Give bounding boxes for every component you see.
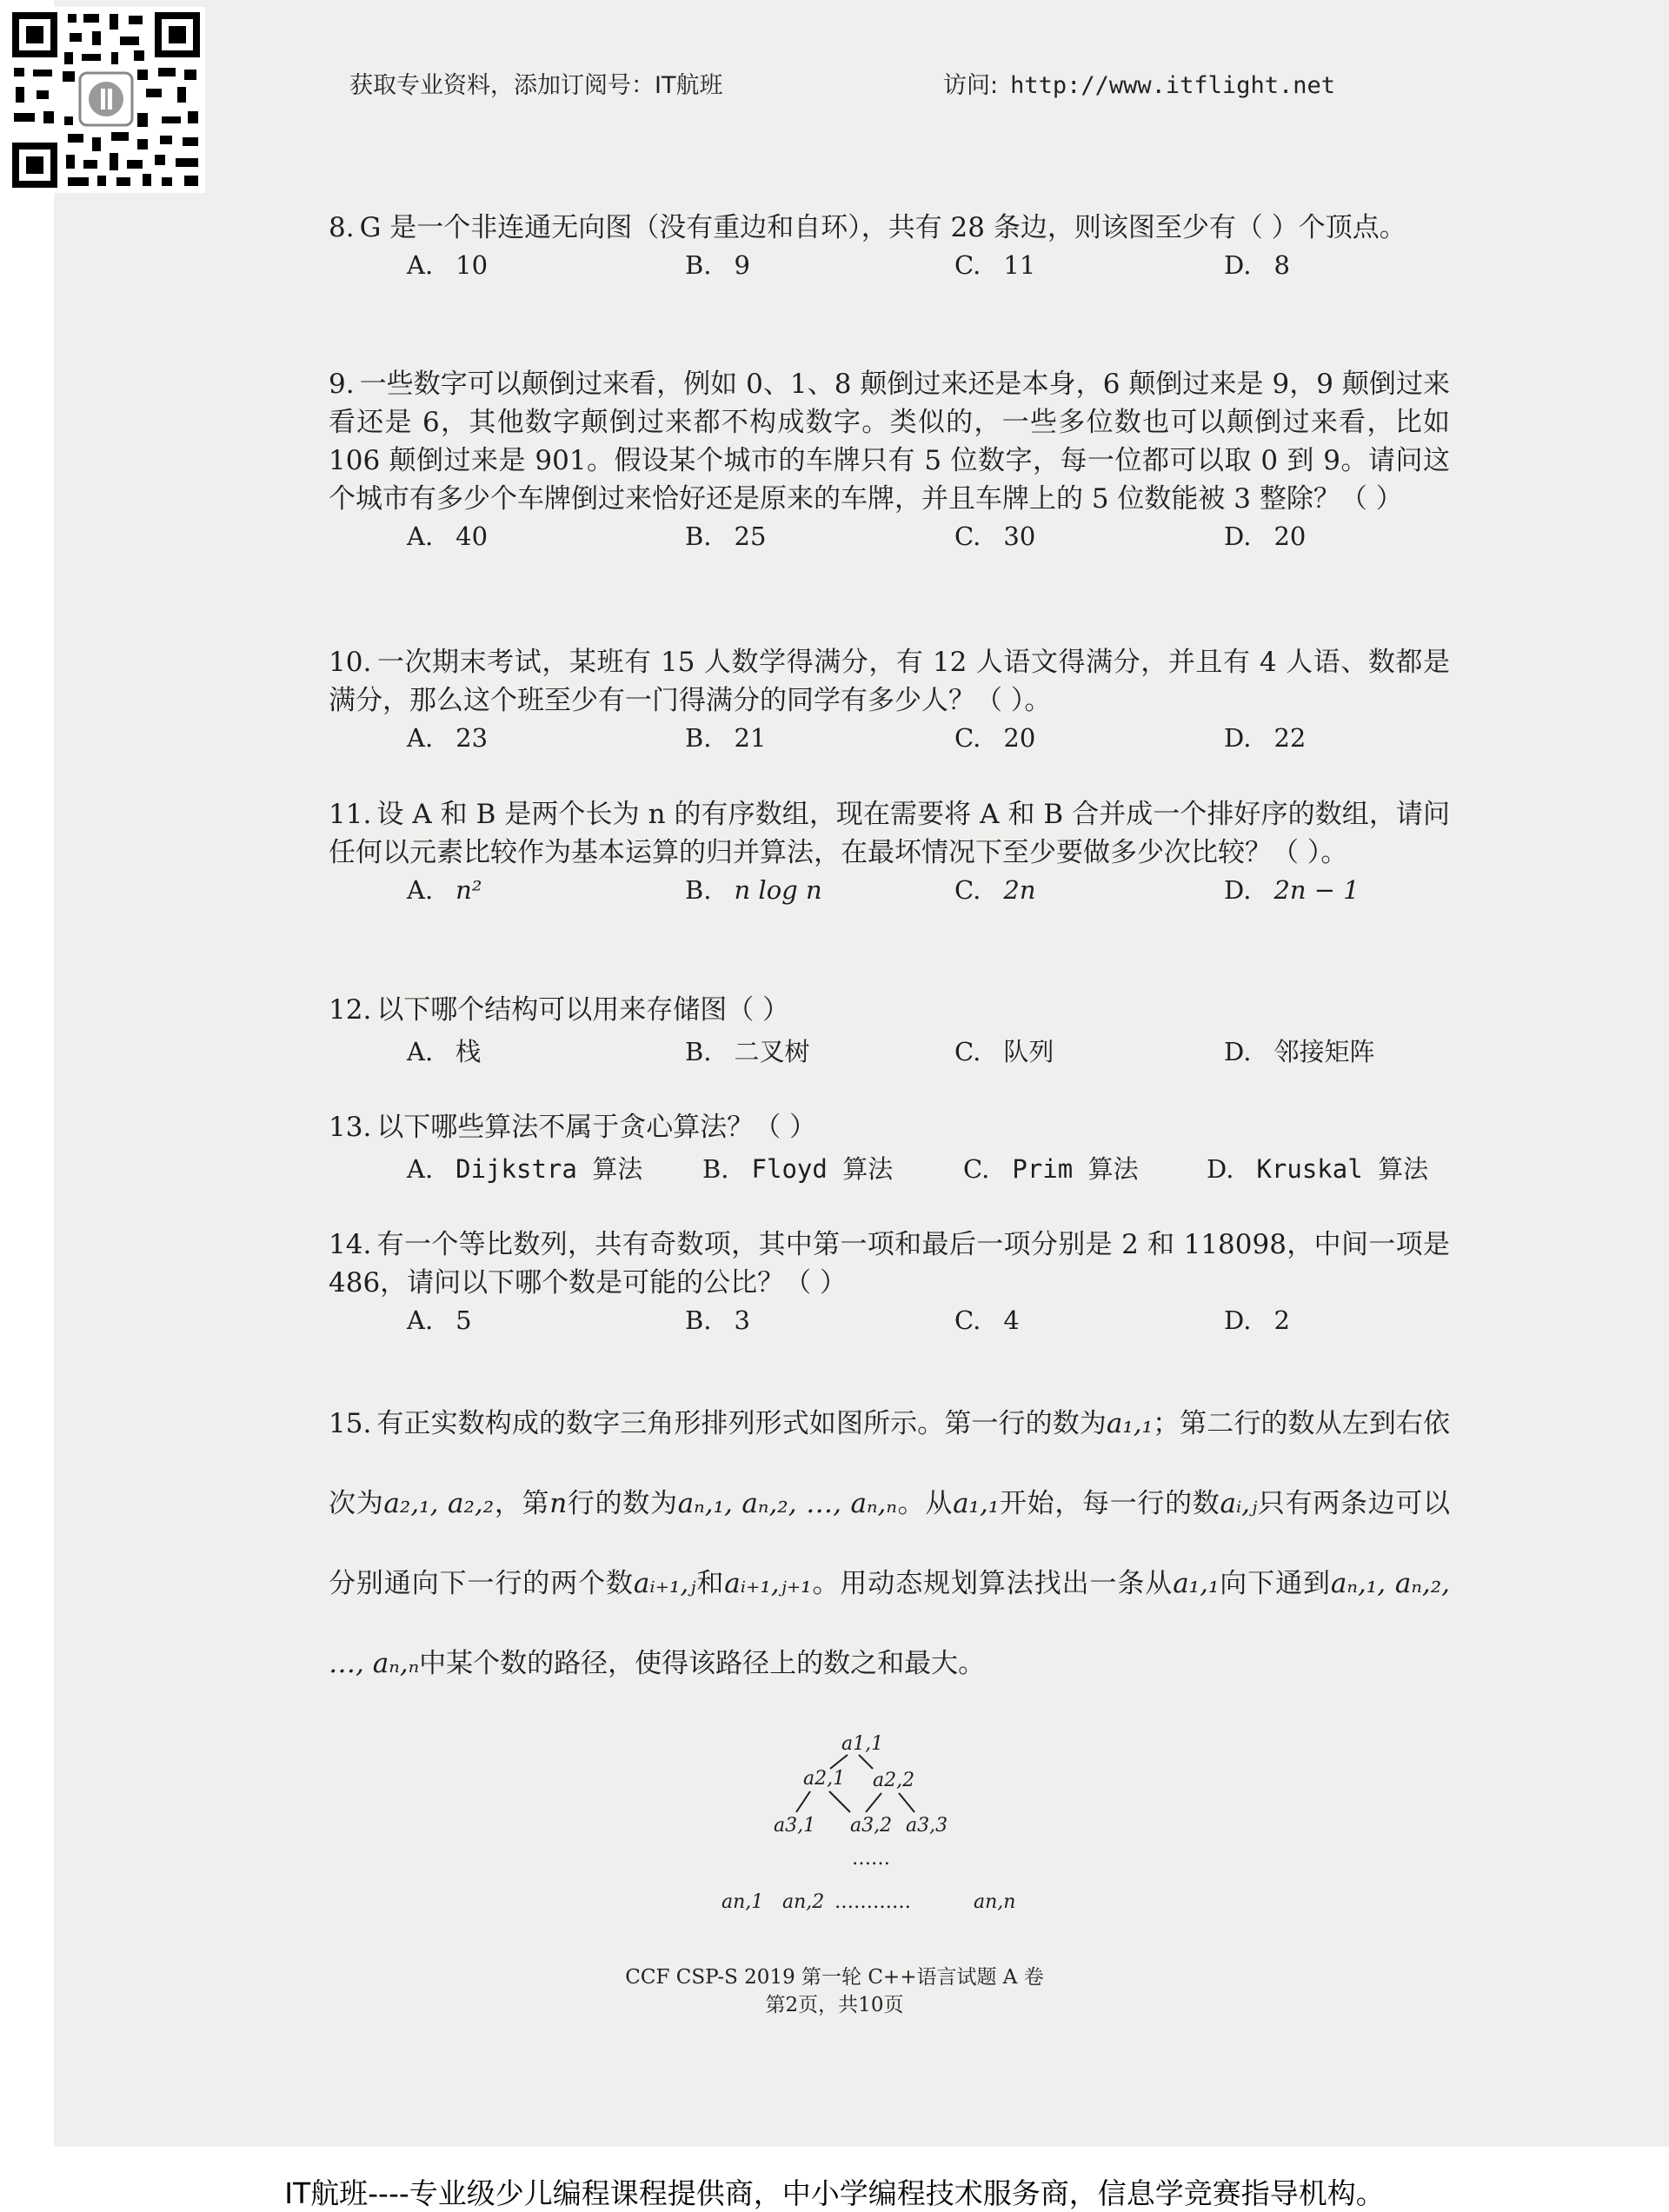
option-c[interactable]: C. 30 (954, 521, 1036, 551)
exam-title: CCF CSP-S 2019 第一轮 C++语言试题 A 卷 (625, 1966, 1044, 1989)
edge-a11-a21 (830, 1755, 848, 1769)
option-d[interactable]: D. 2n − 1 (1224, 875, 1360, 905)
node-a32: a3,2 (850, 1815, 893, 1837)
node-an1: an,1 (721, 1891, 764, 1913)
option-a[interactable]: A. 23 (407, 723, 489, 753)
node-an2: an,2 (782, 1891, 825, 1913)
edge-a21-a31 (796, 1791, 810, 1812)
options (329, 521, 1450, 560)
question-text: 15. 有正实数构成的数字三角形排列形式如图所示。第一行的数为a₁,₁；第二行的数从左到右依次为a₂,₁, a₂,₂，第n行的数为aₙ,₁, aₙ,₂, …, aₙ,ₙ。从a₁,₁开始，每一行的数aᵢ,ⱼ只有两条边可以分别通向下一行的两个数aᵢ₊₁,ⱼ和aᵢ₊₁,ⱼ₊₁。用动态规划算法找出一条从a₁,₁向下通到aₙ,₁, aₙ,₂, …, aₙ,ₙ中某个数的路径，使得该路径上的数之和最大。 (329, 1408, 1451, 1679)
question-text: 10. 一次期末考试，某班有 15 人数学得满分，有 12 人语文得满分，并且有 4 人语、数都是满分，那么这个班至少有一门得满分的同学有多少人？（ ）。 (329, 647, 1450, 716)
option-c[interactable]: C. 11 (954, 250, 1036, 280)
question-12 (329, 991, 1450, 1071)
qr-code-icon (7, 7, 205, 193)
option-b[interactable]: B. 9 (685, 250, 750, 280)
node-a31: a3,1 (774, 1815, 816, 1837)
option-c[interactable]: C. 20 (954, 723, 1036, 753)
option-b[interactable]: B. Floyd 算法 (702, 1154, 894, 1184)
row-dots: …… (852, 1848, 890, 1870)
option-a[interactable]: A. n² (407, 875, 482, 905)
option-d[interactable]: D. 8 (1224, 250, 1290, 280)
option-b[interactable]: B. n log n (685, 875, 822, 905)
page-number: 第2页，共10页 (765, 1994, 904, 2016)
node-a11: a1,1 (841, 1733, 884, 1755)
options (329, 250, 1450, 289)
option-a[interactable]: A. Dijkstra 算法 (407, 1154, 643, 1184)
node-a21: a2,1 (803, 1768, 846, 1790)
question-9 (329, 365, 1450, 560)
header-subscribe-text: 获取专业资料，添加订阅号：IT航班 (349, 72, 723, 99)
node-a22: a2,2 (873, 1770, 915, 1791)
option-c[interactable]: C. 2n (954, 875, 1036, 905)
option-b[interactable]: B. 21 (685, 723, 767, 753)
options (329, 1150, 1450, 1188)
options (329, 723, 1450, 761)
question-text: 14. 有一个等比数列，共有奇数项，其中第一项和最后一项分别是 2 和 118098，中间一项是 486，请问以下哪个数是可能的公比？（ ） (329, 1229, 1450, 1299)
edge-a21-a32 (829, 1791, 850, 1812)
options (329, 875, 1450, 913)
question-11 (329, 795, 1450, 913)
visit-label: 访问: (943, 72, 999, 99)
website-link[interactable]: http://www.itflight.net (1010, 72, 1335, 99)
header-visit (943, 66, 1335, 100)
question-14 (329, 1226, 1450, 1344)
option-a[interactable]: A. 5 (407, 1305, 472, 1335)
promo-banner: IT航班----专业级少儿编程课程提供商，中小学编程技术服务商，信息学竞赛指导机构。 (284, 2176, 1385, 2210)
option-c[interactable]: C. 4 (954, 1305, 1020, 1335)
question-text: 13. 以下哪些算法不属于贪心算法？（ ） (329, 1112, 817, 1143)
option-c[interactable]: C. 队列 (954, 1037, 1054, 1066)
options (329, 1033, 1450, 1071)
option-a[interactable]: A. 40 (407, 521, 489, 551)
option-d[interactable]: D. 20 (1224, 521, 1307, 551)
edge-a22-a32 (866, 1793, 881, 1812)
option-c[interactable]: C. Prim 算法 (963, 1154, 1139, 1184)
question-text: 12. 以下哪个结构可以用来存储图（ ） (329, 994, 790, 1026)
question-text: 9. 一些数字可以颠倒过来看，例如 0、1、8 颠倒过来还是本身，6 颠倒过来是 9，9 颠倒过来看还是 6，其他数字颠倒过来都不构成数字。类似的，一些多位数也可以颠倒过来看，比如 106 颠倒过来是 901。假设某个城市的车牌只有 5 位数字，每一位都可以取 0 到 9。请问这个城市有多少个车牌倒过来恰好还是原来的车牌，并且车牌上的 5 位数能被 3 整除？（ ） (329, 369, 1450, 515)
option-b[interactable]: B. 3 (685, 1305, 750, 1335)
option-d[interactable]: D. Kruskal 算法 (1207, 1154, 1429, 1184)
option-a[interactable]: A. 栈 (407, 1037, 482, 1066)
options (329, 1305, 1450, 1344)
question-8 (329, 209, 1450, 289)
option-d[interactable]: D. 2 (1224, 1305, 1290, 1335)
number-triangle-diagram (713, 1725, 1078, 1916)
question-13 (329, 1108, 1450, 1188)
row-mid-dots: ………… (834, 1891, 911, 1913)
node-ann: an,n (974, 1891, 1016, 1913)
question-10 (329, 643, 1450, 761)
edge-a22-a33 (899, 1793, 914, 1812)
option-b[interactable]: B. 二叉树 (685, 1037, 810, 1066)
node-a33: a3,3 (906, 1815, 948, 1837)
option-b[interactable]: B. 25 (685, 521, 767, 551)
question-text: 8. G 是一个非连通无向图（没有重边和自环），共有 28 条边，则该图至少有（ ）个顶点。 (329, 212, 1406, 243)
option-d[interactable]: D. 邻接矩阵 (1224, 1037, 1375, 1066)
option-a[interactable]: A. 10 (407, 250, 489, 280)
question-text: 11. 设 A 和 B 是两个长为 n 的有序数组，现在需要将 A 和 B 合并成一个排好序的数组，请问任何以元素比较作为基本运算的归并算法，在最坏情况下至少要做多少次比较？（ ）。 (329, 799, 1450, 868)
option-d[interactable]: D. 22 (1224, 723, 1307, 753)
question-15 (329, 1384, 1450, 1704)
edge-a11-a22 (859, 1755, 873, 1769)
